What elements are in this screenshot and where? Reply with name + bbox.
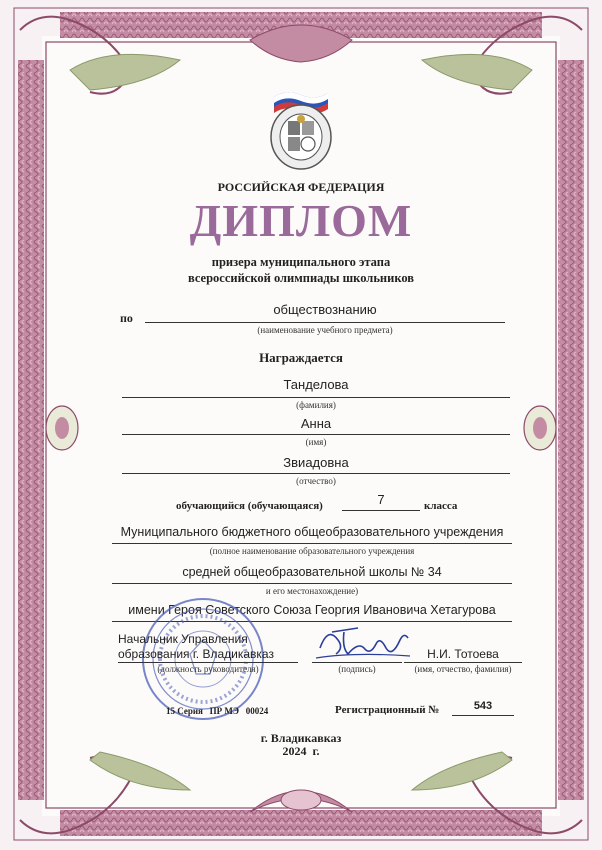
school-line-2-underline bbox=[112, 583, 512, 584]
signature-underline bbox=[312, 662, 402, 663]
school-line-2: средней общеобразовательной школы № 34 bbox=[182, 565, 442, 579]
subject-caption: (наименование учебного предмета) bbox=[257, 325, 393, 335]
position-caption: (должность руководителя) bbox=[157, 664, 259, 674]
school-line-1: Муниципального бюджетного общеобразовательного учреждения bbox=[120, 525, 504, 539]
subtitle-line-1: призера муниципального этапа bbox=[211, 255, 391, 269]
name-underline bbox=[122, 434, 510, 435]
year: 2024 г. bbox=[282, 744, 320, 758]
awarded-label: Награждается bbox=[259, 350, 343, 365]
subject-underline bbox=[145, 322, 505, 323]
patronymic-underline bbox=[122, 473, 510, 474]
country-heading: РОССИЙСКАЯ ФЕДЕРАЦИЯ bbox=[217, 180, 385, 194]
name-caption: (имя) bbox=[305, 437, 327, 447]
surname-value: Танделова bbox=[283, 377, 349, 392]
position-line-2: образования г. Владикавказ bbox=[118, 647, 274, 661]
registration-underline bbox=[452, 715, 514, 716]
subtitle-line-2: всероссийской олимпиады школьников bbox=[187, 271, 415, 285]
signer-caption: (имя, отчество, фамилия) bbox=[414, 664, 512, 674]
patronymic-caption: (отчество) bbox=[296, 476, 336, 486]
position-line-1: Начальник Управления bbox=[118, 632, 248, 646]
patronymic-value: Звиадовна bbox=[283, 455, 349, 470]
grade-underline bbox=[342, 510, 420, 511]
registration-label: Регистрационный № bbox=[335, 704, 440, 716]
signer-underline bbox=[404, 662, 522, 663]
position-underline bbox=[118, 662, 298, 663]
name-value: Анна bbox=[300, 416, 332, 431]
subject-prefix: по bbox=[120, 311, 133, 325]
school-line-3: имени Героя Советского Союза Георгия Ивановича Хетагурова bbox=[128, 603, 496, 617]
grade-suffix: класса bbox=[424, 500, 458, 512]
signature-caption: (подпись) bbox=[338, 664, 376, 674]
school-line-2-caption: и его местонахождение) bbox=[265, 586, 359, 596]
grade-prefix: обучающийся (обучающаяся) bbox=[176, 500, 323, 512]
handwritten-signature bbox=[314, 618, 414, 666]
serial-number: 15 Серия ПР МЭ 00024 bbox=[166, 706, 269, 716]
surname-underline bbox=[122, 397, 510, 398]
school-line-1-underline bbox=[112, 543, 512, 544]
grade-value: 7 bbox=[377, 492, 385, 507]
olympiad-logo bbox=[266, 85, 336, 175]
signer-name: Н.И. Тотоева bbox=[427, 647, 499, 661]
school-line-1-caption: (полное наименование образовательного учреждения bbox=[209, 546, 415, 556]
registration-number: 543 bbox=[473, 700, 493, 712]
surname-caption: (фамилия) bbox=[296, 400, 336, 410]
subject-value: обществознанию bbox=[273, 302, 377, 317]
diploma-title: ДИПЛОМ bbox=[189, 195, 413, 246]
city: г. Владикавказ bbox=[260, 731, 342, 745]
